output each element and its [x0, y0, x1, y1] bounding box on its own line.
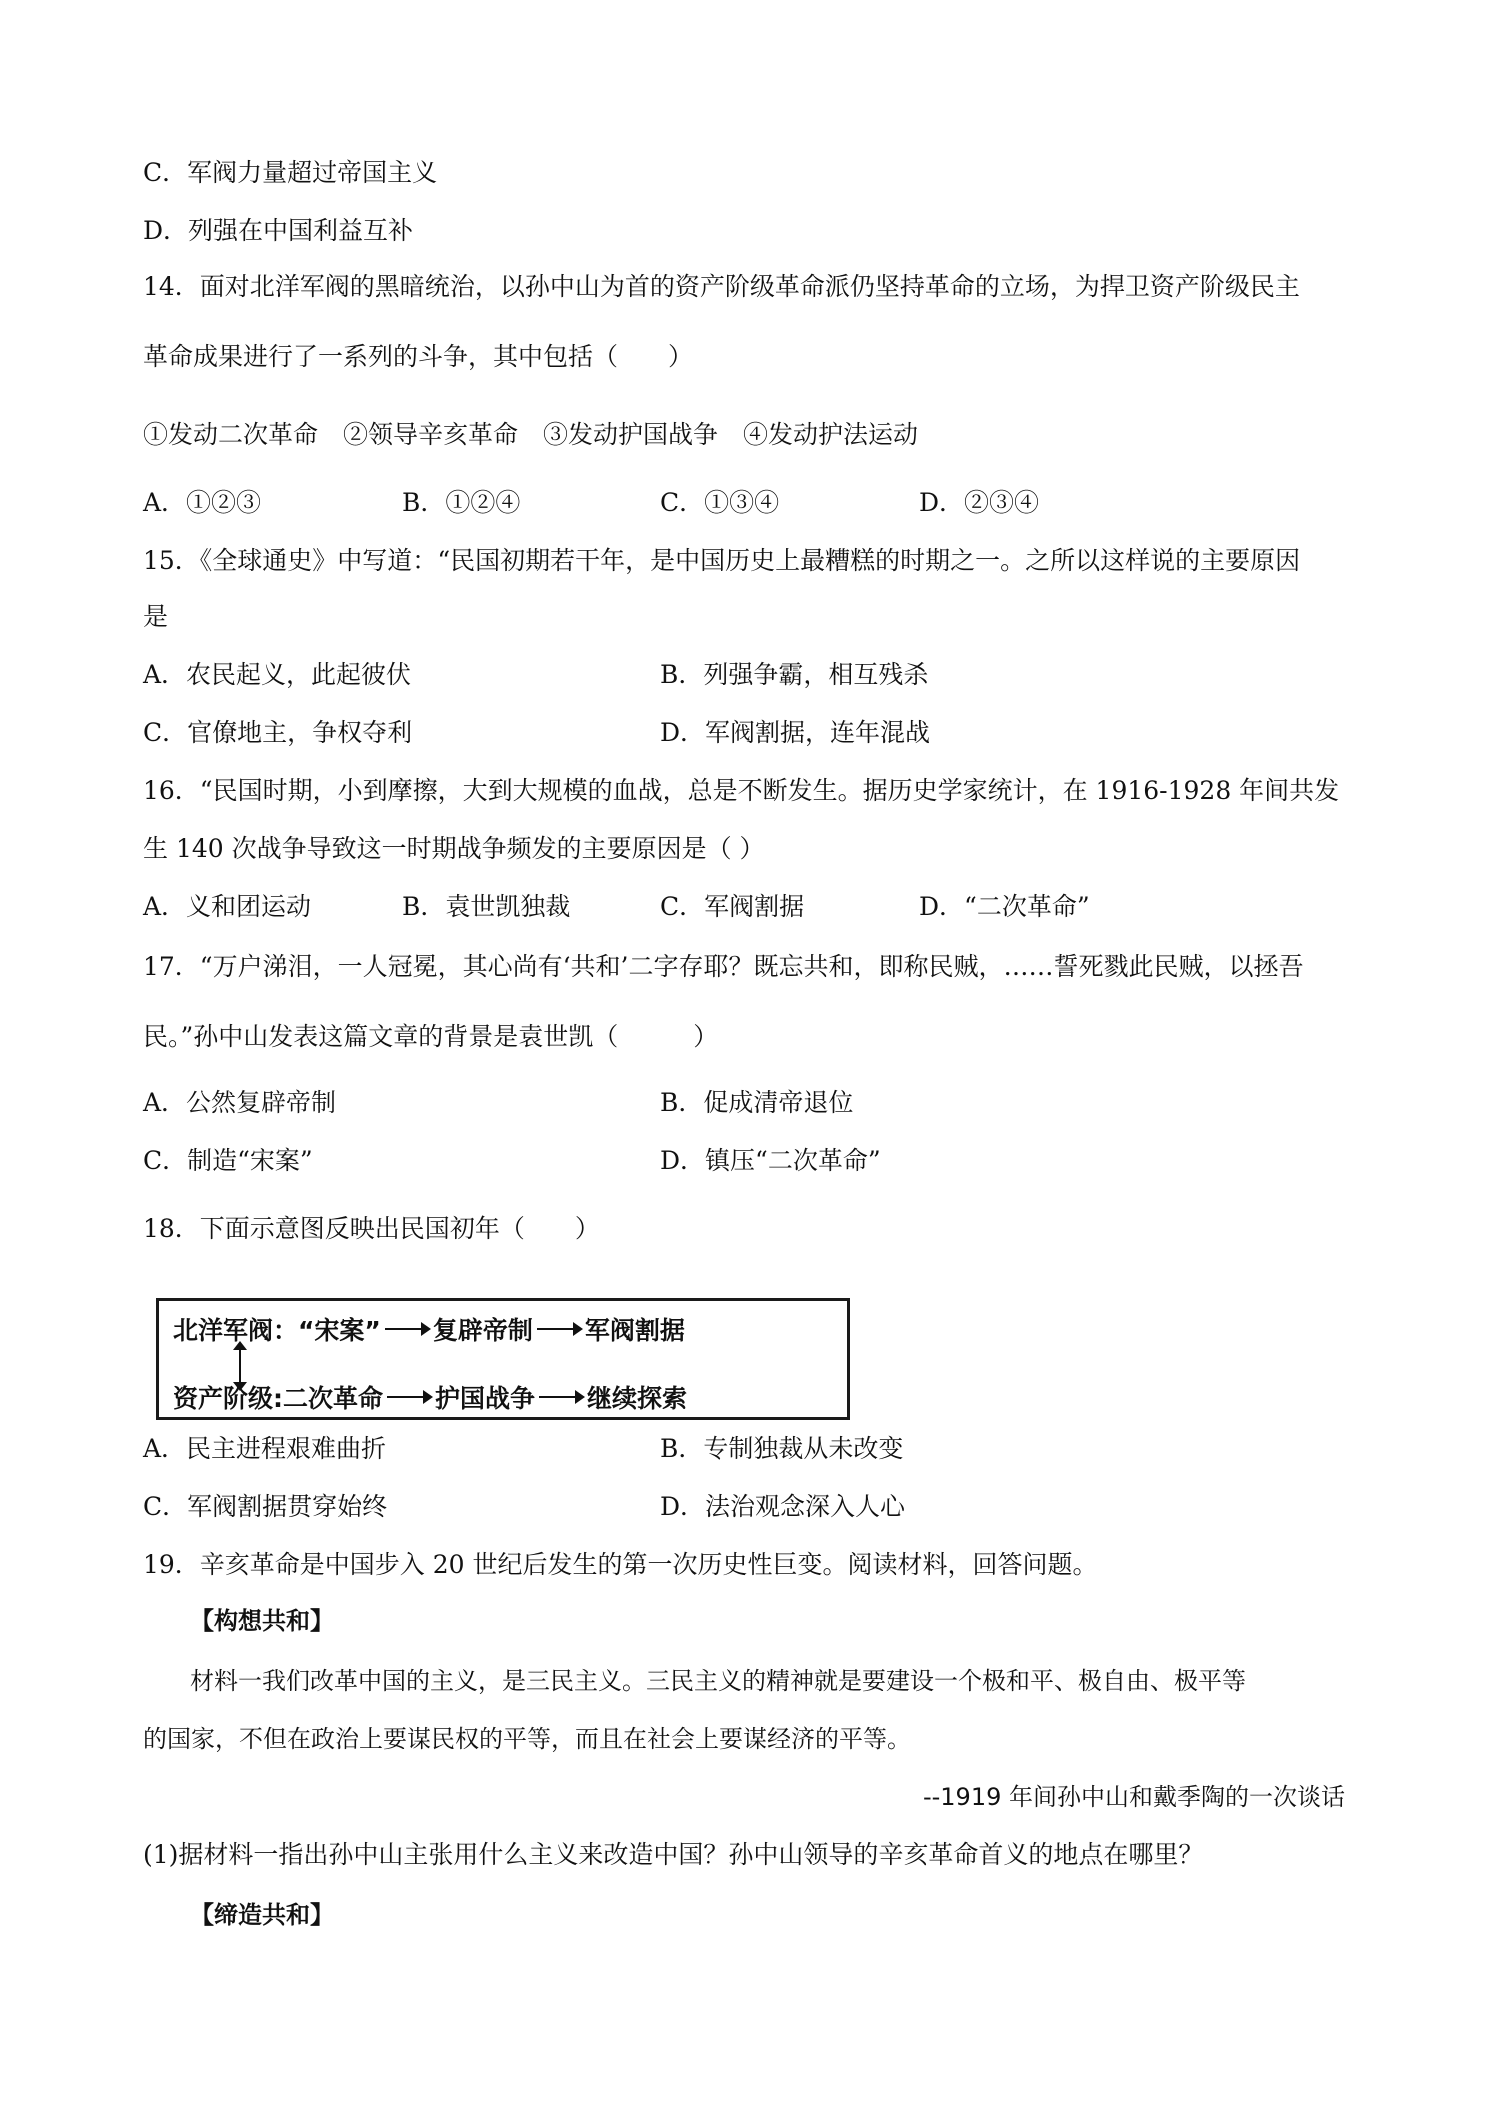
- diagram-row1-step2: 复辟帝制: [432, 1316, 533, 1345]
- diagram-row2-step2: 护国战争: [435, 1384, 536, 1413]
- q14-option-b: B．①②④: [402, 488, 521, 517]
- q14-items: ①发动二次革命 ②领导辛亥革命 ③发动护国战争 ④发动护法运动: [143, 420, 919, 449]
- q15-option-a: A．农民起义，此起彼伏: [143, 660, 412, 689]
- q18-stem: 18．下面示意图反映出民国初年（ ）: [143, 1214, 600, 1243]
- q17-stem-line2: 民。”孙中山发表这篇文章的背景是袁世凯（ ）: [143, 1022, 719, 1051]
- arrow-icon: [539, 1396, 583, 1398]
- q16-option-b: B．袁世凯独裁: [402, 892, 571, 921]
- q18-option-c: C．军阀割据贯穿始终: [143, 1492, 388, 1521]
- q17-stem-line1: 17．“万户涕泪，一人冠冕，其心尚有‘共和’二字存耶？既忘共和，即称民贼，……誓死戮此民贼，以拯吾: [143, 952, 1304, 981]
- diagram-row2-label: 资产阶级:二次革命: [173, 1384, 383, 1413]
- q18-flow-diagram: [156, 1298, 850, 1420]
- q15-stem-line2: 是: [143, 602, 169, 631]
- q18-option-a: A．民主进程艰难曲折: [143, 1434, 387, 1463]
- double-arrow-icon: [239, 1349, 241, 1383]
- arrow-icon: [537, 1328, 581, 1330]
- diagram-row2-step3: 继续探索: [587, 1384, 688, 1413]
- q17-option-b: B．促成清帝退位: [660, 1088, 854, 1117]
- q14-option-c: C．①③④: [660, 488, 780, 517]
- q15-option-d: D．军阀割据，连年混战: [660, 718, 931, 747]
- q14-stem-line1: 14．面对北洋军阀的黑暗统治，以孙中山为首的资产阶级革命派仍坚持革命的立场，为捍卫资产阶级民主: [143, 272, 1300, 301]
- diagram-row-beiyang: [173, 1311, 685, 1347]
- q17-option-a: A．公然复辟帝制: [143, 1088, 337, 1117]
- q14-option-a: A．①②③: [143, 488, 262, 517]
- q16-option-d: D．“二次革命”: [919, 892, 1090, 921]
- q18-option-b: B．专制独裁从未改变: [660, 1434, 904, 1463]
- arrow-icon: [387, 1396, 431, 1398]
- q15-option-c: C．官僚地主，争权夺利: [143, 718, 413, 747]
- q19-section-heading: 【构想共和】: [190, 1607, 334, 1635]
- arrow-icon: [385, 1328, 429, 1330]
- q15-stem-line1: 15．《全球通史》中写道：“民国初期若干年，是中国历史上最糟糕的时期之一。之所以这样说的主要原因: [143, 546, 1301, 575]
- q19-stem: 19．辛亥革命是中国步入 20 世纪后发生的第一次历史性巨变。阅读材料，回答问题。: [143, 1550, 1098, 1579]
- q14-option-d: D．②③④: [919, 488, 1040, 517]
- diagram-row-bourgeoisie: [173, 1379, 687, 1415]
- q19-section-heading: 【缔造共和】: [190, 1901, 334, 1929]
- q15-option-b: B．列强争霸，相互残杀: [660, 660, 929, 689]
- diagram-row1-label: 北洋军阀：“宋案”: [173, 1316, 381, 1345]
- q13-option-c: C．军阀力量超过帝国主义: [143, 158, 438, 187]
- q16-stem-line1: 16．“民国时期，小到摩擦，大到大规模的血战，总是不断发生。据历史学家统计，在 1916-1928 年间共发: [143, 776, 1340, 805]
- q16-stem-line2: 生 140 次战争导致这一时期战争频发的主要原因是（ ）: [143, 834, 765, 863]
- q16-option-a: A．义和团运动: [143, 892, 312, 921]
- diagram-row1-step3: 军阀割据: [584, 1316, 685, 1345]
- q18-option-d: D．法治观念深入人心: [660, 1492, 906, 1521]
- q17-option-c: C．制造“宋案”: [143, 1146, 313, 1175]
- q17-option-d: D．镇压“二次革命”: [660, 1146, 881, 1175]
- q14-stem-line2: 革命成果进行了一系列的斗争，其中包括（ ）: [143, 342, 694, 371]
- q16-option-c: C．军阀割据: [660, 892, 805, 921]
- q19-subquestion-1: (1)据材料一指出孙中山主张用什么主义来改造中国？孙中山领导的辛亥革命首义的地点在哪里？: [143, 1840, 1204, 1869]
- q19-material-line1: 材料一我们改革中国的主义，是三民主义。三民主义的精神就是要建设一个极和平、极自由、极平等: [190, 1667, 1246, 1695]
- q13-option-d: D．列强在中国利益互补: [143, 216, 414, 245]
- q19-material-line2: 的国家，不但在政治上要谋民权的平等，而且在社会上要谋经济的平等。: [143, 1725, 911, 1753]
- q19-source: --1919 年间孙中山和戴季陶的一次谈话: [922, 1783, 1345, 1811]
